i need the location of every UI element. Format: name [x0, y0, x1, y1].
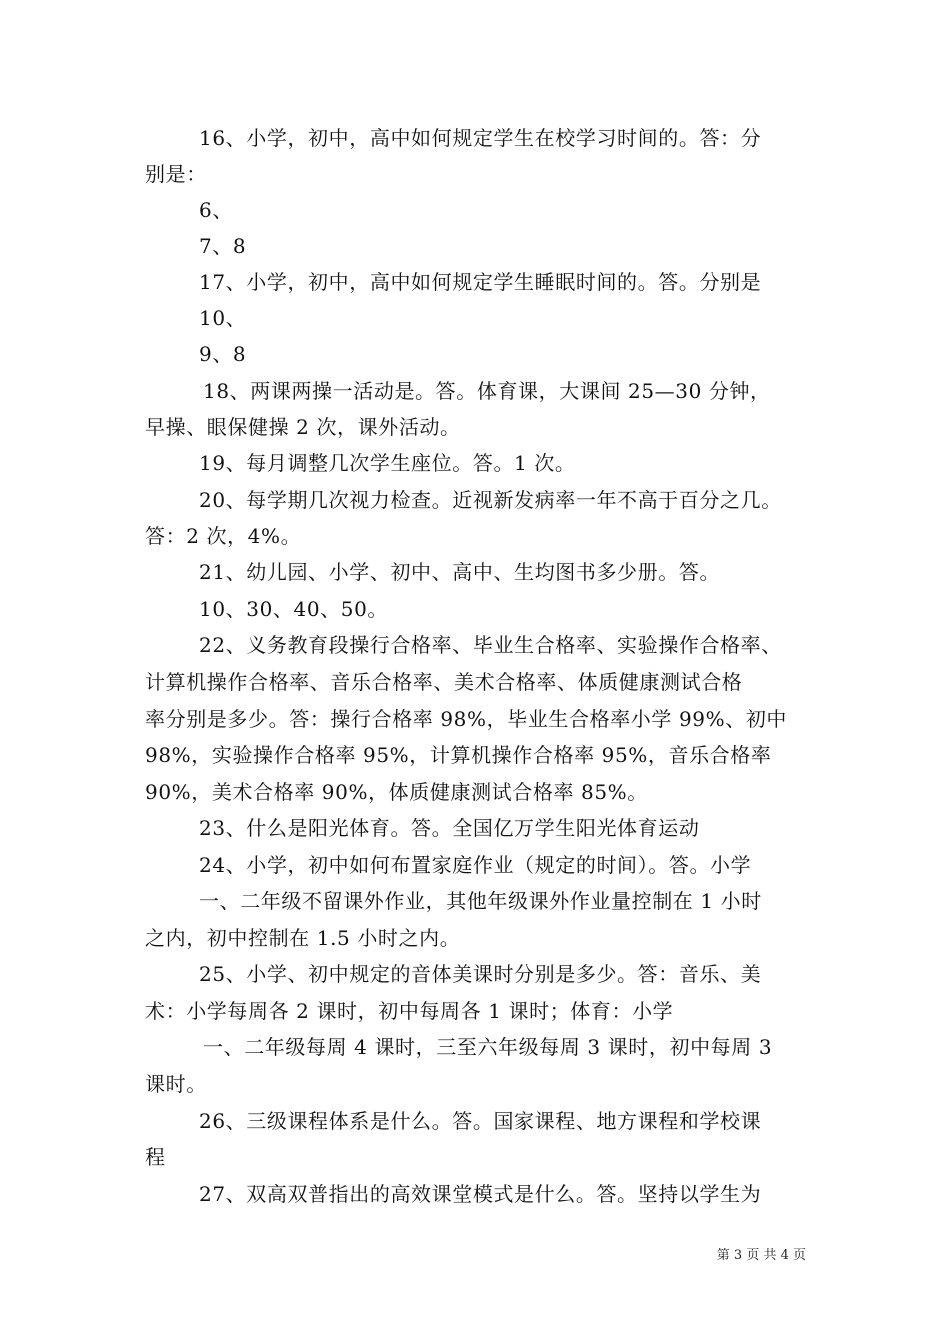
text-line: 23、什么是阳光体育。答。全国亿万学生阳光体育运动 — [199, 816, 700, 840]
text-line: 18、两课两操一活动是。答。体育课，大课间 25—30 分钟， — [203, 379, 771, 403]
text-line: 程 — [145, 1145, 166, 1169]
text-line: 90%，美术合格率 90%，体质健康测试合格率 85%。 — [145, 780, 648, 804]
text-line: 计算机操作合格率、音乐合格率、美术合格率、体质健康测试合格 — [145, 670, 743, 694]
text-line: 早操、眼保健操 2 次，课外活动。 — [145, 415, 461, 439]
text-line: 25、小学、初中规定的音体美课时分别是多少。答：音乐、美 — [199, 962, 762, 986]
text-line: 术：小学每周各 2 课时，初中每周各 1 课时；体育：小学 — [145, 999, 674, 1023]
text-line: 率分别是多少。答：操行合格率 98%，毕业生合格率小学 99%、初中 — [145, 707, 788, 731]
text-line: 课时。 — [145, 1072, 207, 1096]
text-line: 答：2 次，4%。 — [145, 524, 302, 548]
text-line: 26、三级课程体系是什么。答。国家课程、地方课程和学校课 — [199, 1109, 762, 1133]
text-line: 17、小学，初中，高中如何规定学生睡眠时间的。答。分别是 — [199, 270, 762, 294]
text-line: 一、二年级每周 4 课时，三至六年级每周 3 课时，初中每周 3 — [203, 1035, 773, 1059]
text-line: 别是： — [145, 162, 207, 186]
text-line: 20、每学期几次视力检查。近视新发病率一年不高于百分之几。 — [199, 488, 782, 512]
text-line: 27、双高双普指出的高效课堂模式是什么。答。坚持以学生为 — [199, 1182, 762, 1206]
text-line: 19、每月调整几次学生座位。答。1 次。 — [199, 451, 576, 475]
text-line: 7、8 — [199, 234, 247, 258]
text-line: 98%，实验操作合格率 95%，计算机操作合格率 95%，音乐合格率 — [145, 743, 772, 767]
text-line: 9、8 — [199, 342, 247, 366]
text-line: 一、二年级不留课外作业，其他年级课外作业量控制在 1 小时 — [199, 889, 762, 913]
text-line: 21、幼儿园、小学、初中、高中、生均图书多少册。答。 — [199, 560, 721, 584]
text-line: 22、义务教育段操行合格率、毕业生合格率、实验操作合格率、 — [199, 633, 782, 657]
text-line: 24、小学，初中如何布置家庭作业（规定的时间）。答。小学 — [199, 853, 752, 877]
text-line: 6、 — [199, 198, 233, 222]
text-line: 10、 — [199, 306, 247, 330]
text-line: 16、小学，初中，高中如何规定学生在校学习时间的。答：分 — [199, 126, 762, 150]
text-line: 之内，初中控制在 1.5 小时之内。 — [145, 926, 461, 950]
page-number: 第 3 页 共 4 页 — [716, 1248, 806, 1263]
text-line: 10、30、40、50。 — [199, 597, 388, 621]
